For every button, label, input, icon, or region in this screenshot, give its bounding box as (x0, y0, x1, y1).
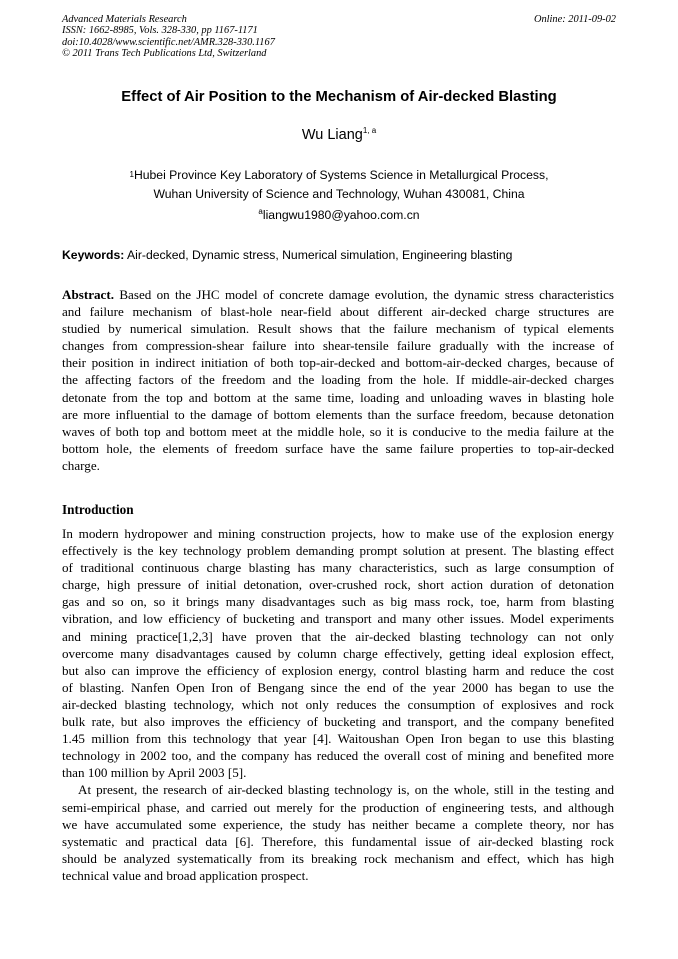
affiliation-line-2: Wuhan University of Science and Technology, Wuhan 430081, China (153, 187, 525, 201)
body-line: air-decked blasting technology, which not only reduces the consumption of explosives and rock (62, 696, 614, 712)
doi-line: doi:10.4028/www.scientific.net/AMR.328-330.1167 (62, 36, 275, 48)
keywords-label: Keywords: (62, 248, 125, 262)
abstract-line: detonate from the top and bottom at the same time, loading and unloading waves in blasting hole (62, 389, 614, 405)
email-address: liangwu1980@yahoo.com.cn (262, 208, 420, 222)
introduction-body (62, 525, 614, 884)
body-line: of traditional continuous charge blasting has many characteristics, such as large consumption of (62, 560, 614, 576)
abstract-line: bottom hole, the elements of freedom surface have the same failure properties to top-air-decked (62, 440, 614, 456)
affiliation-line-1: Hubei Province Key Laboratory of Systems Science in Metallurgical Process, (133, 168, 549, 182)
body-line: In modern hydropower and mining construction projects, how to make use of the explosion energy (62, 526, 614, 541)
author-email (0, 208, 678, 222)
body-line: semi-empirical phase, and carried out merely for the production of engineering tests, and although (62, 799, 614, 815)
body-line: charge, high pressure of initial detonation, over-crushed rock, short action duration of detonation (62, 577, 614, 593)
introduction-paragraph-2 (62, 781, 614, 884)
section-heading-introduction: Introduction (62, 502, 134, 517)
abstract-line: studied by numerical simulation. Result shows that the failure mechanism of typical elements (62, 321, 614, 337)
issn-line: ISSN: 1662-8985, Vols. 328-330, pp 1167-1171 (62, 25, 258, 37)
body-line: we have accumulated some experience, the study has neither became a complete theory, nor has (62, 816, 614, 832)
abstract-line: charge. (62, 457, 100, 473)
body-line: technology in 2002 too, and the company has reduced the overall cost of mining and benefited more (62, 748, 614, 764)
body-line: of blasting. Nanfen Open Iron of Bengang since the end of the year 2000 has began to use the (62, 679, 614, 695)
body-line: than 100 million by April 2003 [5]. (62, 765, 247, 781)
abstract-line: the affecting factors of the freedom and the loading from the hole. If middle-air-decked charges (62, 372, 614, 388)
online-date: Online: 2011-09-02 (533, 14, 616, 25)
body-line: bulk rate, but also improves the efficiency of bucketing and transport, and the company benefited (62, 714, 614, 730)
abstract-line: and failure mechanism of blast-hole near-field about different air-decked charge structures are (62, 304, 614, 320)
body-line: overcome many disadvantages caused by column charge effectively, getting ideal explosion effect, (62, 645, 614, 661)
abstract (62, 286, 614, 474)
copyright-line: © 2011 Trans Tech Publications Ltd, Switzerland (62, 48, 267, 60)
abstract-line: changes from compression-shear failure into shear-tensile failure gradually with the increase of (62, 338, 614, 354)
abstract-line: their position in indirect initiation of both top-air-decked and bottom-air-decked charges, because of (62, 355, 614, 371)
abstract-line: are more influential to the damage of bottom elements than the surface freedom, because detonation (62, 406, 614, 422)
affiliation-superscript: 1 (129, 170, 134, 179)
body-line: effectively is the key technology problem demanding prompt solution at present. The blasting effect (62, 543, 614, 559)
abstract-line: Based on the JHC model of concrete damage evolution, the dynamic stress characteristics (114, 287, 614, 302)
keywords (62, 248, 616, 262)
body-line: vibration, and low efficiency of bucketing and transport and many other issues. Model experiments (62, 611, 614, 627)
body-line: gas and so on, so it brings many disadvantages such as big mass rock, toe, harm from blasting (62, 594, 614, 610)
abstract-line: waves of both top and bottom meet at the middle hole, so it is conducive to the media failure at the (62, 423, 614, 439)
abstract-label: Abstract. (62, 287, 114, 302)
body-line: systematic and practical data [6]. Therefore, this fundamental issue of air-decked blasting rock (62, 833, 614, 849)
body-line: but also can improve the efficiency of explosion energy, control blasting harm and reduce the cost (62, 662, 614, 678)
email-superscript: a (258, 207, 263, 216)
author-superscript: 1, a (362, 126, 377, 135)
body-line: At present, the research of air-decked blasting technology is, on the whole, still in the testing and (78, 782, 614, 798)
journal-name: Advanced Materials Research (62, 14, 187, 25)
body-line: 1.45 million from this technology that year [4]. Waitoushan Open Iron began to use this blasting (62, 731, 614, 747)
affiliation (0, 166, 678, 204)
author-name: Wu Liang (301, 127, 363, 143)
body-line: and mining practice[1,2,3] have proven that the air-decked blasting technology can not only (62, 628, 614, 644)
body-line: technical value and broad application prospect. (62, 867, 309, 883)
introduction-paragraph-1 (62, 525, 614, 781)
body-line: should be analyzed systematically from its breaking rock mechanism and effect, which has high (62, 850, 614, 866)
journal-header (62, 14, 616, 60)
author (0, 127, 678, 143)
paper-title: Effect of Air Position to the Mechanism of Air-decked Blasting (121, 89, 557, 105)
keywords-text: Air-decked, Dynamic stress, Numerical simulation, Engineering blasting (127, 248, 513, 262)
